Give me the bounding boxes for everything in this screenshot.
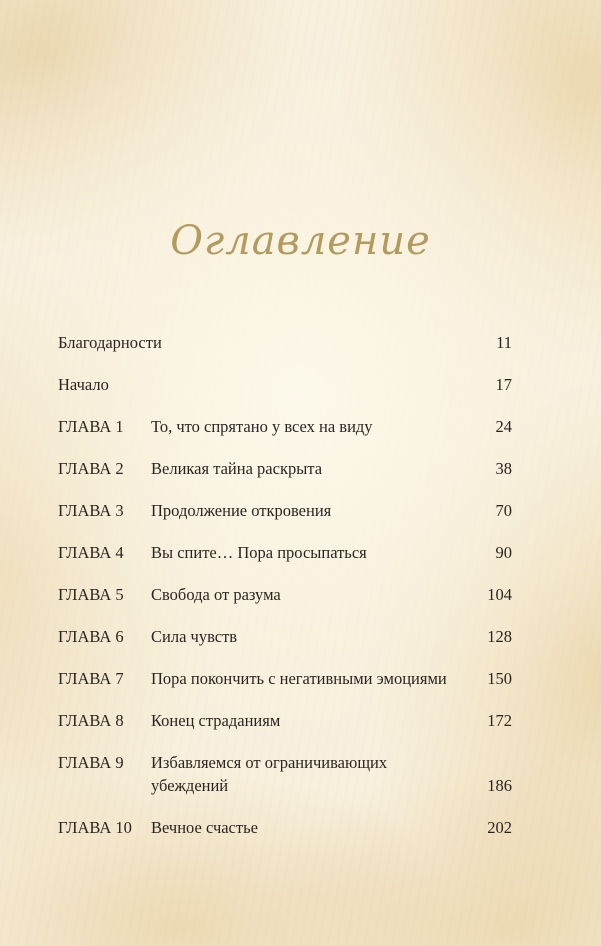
page-title: Оглавление (170, 218, 431, 264)
toc-entry-title: Пора покончить с негативными эмоциями (151, 669, 447, 688)
toc-chapter-label: ГЛАВА 10 (58, 818, 132, 837)
toc-entry-page: 186 (487, 776, 512, 795)
toc-entry-beginning[interactable] (58, 373, 512, 396)
toc-entry-page: 150 (487, 669, 512, 688)
toc-entry-page: 38 (495, 459, 512, 478)
toc-entry-page: 24 (495, 417, 512, 436)
toc-entry-page: 202 (487, 818, 512, 837)
toc-entry-title: Избавляемся от ограничивающих убеждений (151, 753, 388, 795)
toc-entry-page: 17 (495, 375, 512, 394)
toc-entry-title: Свобода от разума (151, 585, 281, 604)
toc-entry-title: Сила чувств (151, 627, 238, 646)
table-of-contents (58, 331, 512, 858)
toc-entry-chapter-7[interactable] (58, 667, 512, 690)
toc-entry-page: 70 (495, 501, 512, 520)
toc-entry-chapter-6[interactable] (58, 625, 512, 648)
toc-entry-chapter-8[interactable] (58, 709, 512, 732)
toc-chapter-label: ГЛАВА 9 (58, 753, 124, 772)
toc-entry-chapter-4[interactable] (58, 541, 512, 564)
toc-entry-title: Конец страданиям (151, 711, 281, 730)
toc-chapter-label: ГЛАВА 8 (58, 711, 124, 730)
toc-entry-title: Благодарности (58, 333, 162, 352)
toc-entry-chapter-9[interactable] (58, 751, 512, 797)
toc-entry-title: То, что спрятано у всех на виду (151, 417, 373, 436)
toc-entry-page: 90 (495, 543, 512, 562)
toc-entry-title: Начало (58, 375, 109, 394)
toc-chapter-label: ГЛАВА 3 (58, 501, 124, 520)
toc-chapter-label: ГЛАВА 6 (58, 627, 124, 646)
toc-entry-title: Продолжение откровения (151, 501, 332, 520)
toc-entry-title: Вечное счастье (151, 818, 258, 837)
toc-entry-chapter-10[interactable] (58, 816, 512, 839)
toc-entry-chapter-1[interactable] (58, 415, 512, 438)
toc-entry-chapter-3[interactable] (58, 499, 512, 522)
toc-chapter-label: ГЛАВА 7 (58, 669, 124, 688)
toc-entry-page: 172 (487, 711, 512, 730)
toc-entry-chapter-5[interactable] (58, 583, 512, 606)
toc-entry-page: 104 (487, 585, 512, 604)
toc-chapter-label: ГЛАВА 1 (58, 417, 124, 436)
toc-chapter-label: ГЛАВА 2 (58, 459, 124, 478)
toc-chapter-label: ГЛАВА 5 (58, 585, 124, 604)
toc-entry-title: Вы спите… Пора просыпаться (151, 543, 367, 562)
toc-entry-chapter-2[interactable] (58, 457, 512, 480)
toc-entry-acknowledgements[interactable] (58, 331, 512, 354)
toc-entry-title: Великая тайна раскрыта (151, 459, 323, 478)
toc-entry-page: 11 (496, 333, 512, 352)
toc-entry-page: 128 (487, 627, 512, 646)
toc-chapter-label: ГЛАВА 4 (58, 543, 124, 562)
